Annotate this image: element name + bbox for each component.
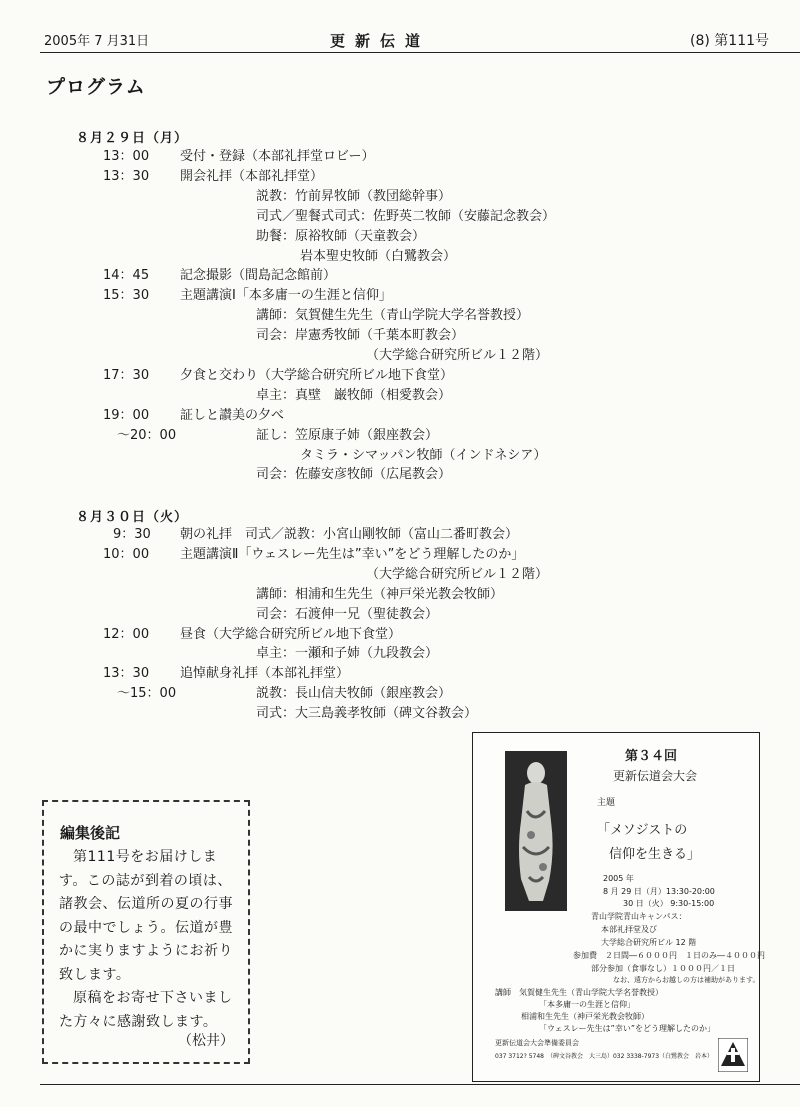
schedule-item: 証しと讃美の夕べ [180,407,285,423]
ad-contacts: 037 3712? 5748 （碑文谷教会 大三島）032 3338-7973（白鷺教会 岩本） [495,1053,714,1060]
schedule-item: 説教：長山信夫牧師（銀座教会） [256,686,452,702]
ad-venue-line3: 大学総合研究所ビル 12 階 [601,938,697,947]
schedule-item: 卓主：真壁 巌牧師（相愛教会） [256,387,452,403]
ad-speaker2: 相浦和生先生（神戸栄光教会牧師） [521,1012,649,1021]
footer-rule [40,1084,800,1085]
ad-heading-number: 第３４回 [625,749,678,764]
schedule-item: 助餐：原裕牧師（天童教会） [256,228,426,244]
schedule-item: 昼食（大学総合研究所ビル地下食堂） [180,626,402,642]
schedule-time: 13：30 [103,168,150,184]
schedule-time: 9：30 [113,527,151,542]
ad-note: なお、遠方からお越しの方は補助があります。 [613,976,760,984]
church-logo-icon [718,1038,748,1072]
ad-talk1: 「本多庸一の生涯と信仰」 [539,1000,635,1009]
ad-fee-line2: 部分参加（食事なし）１０００円／１日 [591,964,735,973]
program-title: プログラム [46,76,146,98]
schedule-item: 開会礼拝（本部礼拝堂） [180,168,324,184]
ad-talk2: 「ウェスレー先生は”幸い”をどう理解したのか」 [539,1024,715,1033]
schedule-item: 受付・登録（本部礼拝堂ロビー） [180,149,375,164]
ad-speaker1: 講師 気賀健生先生（青山学院大学名誉教授） [495,988,663,997]
ad-theme-label: 主題 [597,798,616,808]
schedule-time: ～15：00 [117,686,177,702]
header-rule [40,52,800,53]
schedule-time: 14：45 [103,268,150,284]
schedule-item: 追悼献身礼拝（本部礼拝堂） [180,666,350,682]
editor-note-box [42,800,250,1064]
editor-note-paragraph: 第111号をお届けします。この誌が到着の頃は、諸教会、伝道所の夏の行事の最中でしょう。伝道が豊かに実りますようにお祈り致します。 [59,849,233,983]
schedule-item: 岩本聖史牧師（白鷺教会） [300,248,457,264]
schedule-item: 講師：気賀健生先生（青山学院大学名誉教授） [256,308,530,324]
schedule-item: 説教：竹前昇牧師（教団総幹事） [256,188,452,204]
issue-number: (8) 第111号 [690,33,770,49]
schedule-time: 10：00 [103,546,150,562]
schedule-item: 講師：相浦和生先生（神戸栄光教会牧師） [256,586,504,602]
schedule-item: 司会：岸憲秀牧師（千葉本町教会） [256,328,465,344]
newspaper-title: 更新伝道 [330,32,431,50]
ad-venue-line1: 青山学院青山キャンパス： [591,912,687,921]
schedule-item: （大学総合研究所ビル１２階） [366,566,549,582]
schedule-time: ～20：00 [117,427,177,443]
schedule-time: 13：00 [103,149,150,164]
schedule-item: 主題講演Ⅱ「ウェスレー先生は”幸い”をどう理解したのか」 [180,546,525,562]
schedule-time: 15：30 [103,288,150,304]
editor-signature: （松井） [178,1033,234,1049]
schedule-item: 主題講演Ⅰ「本多庸一の生涯と信仰」 [180,288,392,304]
conference-advertisement [472,732,765,1082]
schedule-item: 司会：石渡伸一兄（聖徒教会） [256,606,439,622]
schedule-item: 証し：笠原康子姉（銀座教会） [256,427,439,443]
ad-theme-line1: 「メソジストの [597,823,688,838]
editor-note-body [59,846,239,1034]
schedule-item: 記念撮影（間島記念館前） [180,268,337,284]
schedule-time: 12：00 [103,626,150,642]
day1-label: ８月２９日（月） [76,131,189,146]
schedule-item: 夕食と交わり（大学総合研究所ビル地下食堂） [180,367,454,383]
sculpture-photo [505,751,567,911]
schedule-item: 司式：大三島義孝牧師（碑文谷教会） [256,706,478,722]
ad-venue-line2: 本部礼拝堂及び [601,925,657,934]
header-date: 2005年 7 月31日 [44,34,150,49]
ad-organizer: 更新伝道会大会準備委員会 [495,1039,579,1047]
ad-date-line1: 8 月 29 日（月）13:30-20:00 [603,887,715,896]
schedule-item: 朝の礼拝 司式／説教：小宮山剛牧師（富山二番町教会） [180,527,519,542]
schedule-time: 19：00 [103,407,150,423]
ad-year: 2005 年 [603,874,634,883]
schedule-time: 17：30 [103,367,150,383]
schedule-time: 13：30 [103,666,150,682]
ad-heading-title: 更新伝道会大会 [613,769,698,783]
schedule-item: 司会：佐藤安彦牧師（広尾教会） [256,467,452,483]
schedule-item: タミラ・シマッパン牧師（インドネシア） [300,447,547,463]
editor-note-title: 編集後記 [60,824,121,842]
schedule-item: 卓主：一瀬和子姉（九段教会） [256,646,439,662]
ad-fee-line1: 参加費 ２日間―６０００円 １日のみ―４０００円 [573,951,765,960]
day2-label: ８月３０日（火） [76,510,189,525]
editor-note-paragraph: 原稿をお寄せ下さいました方々に感謝致します。 [59,990,233,1030]
schedule-item: （大学総合研究所ビル１２階） [366,348,549,363]
schedule-item: 司式／聖餐式司式：佐野英二牧師（安藤記念教会） [256,208,556,224]
ad-theme-line2: 信仰を生きる」 [609,847,701,862]
ad-date-line2: 30 日（火） 9:30-15:00 [623,899,715,908]
